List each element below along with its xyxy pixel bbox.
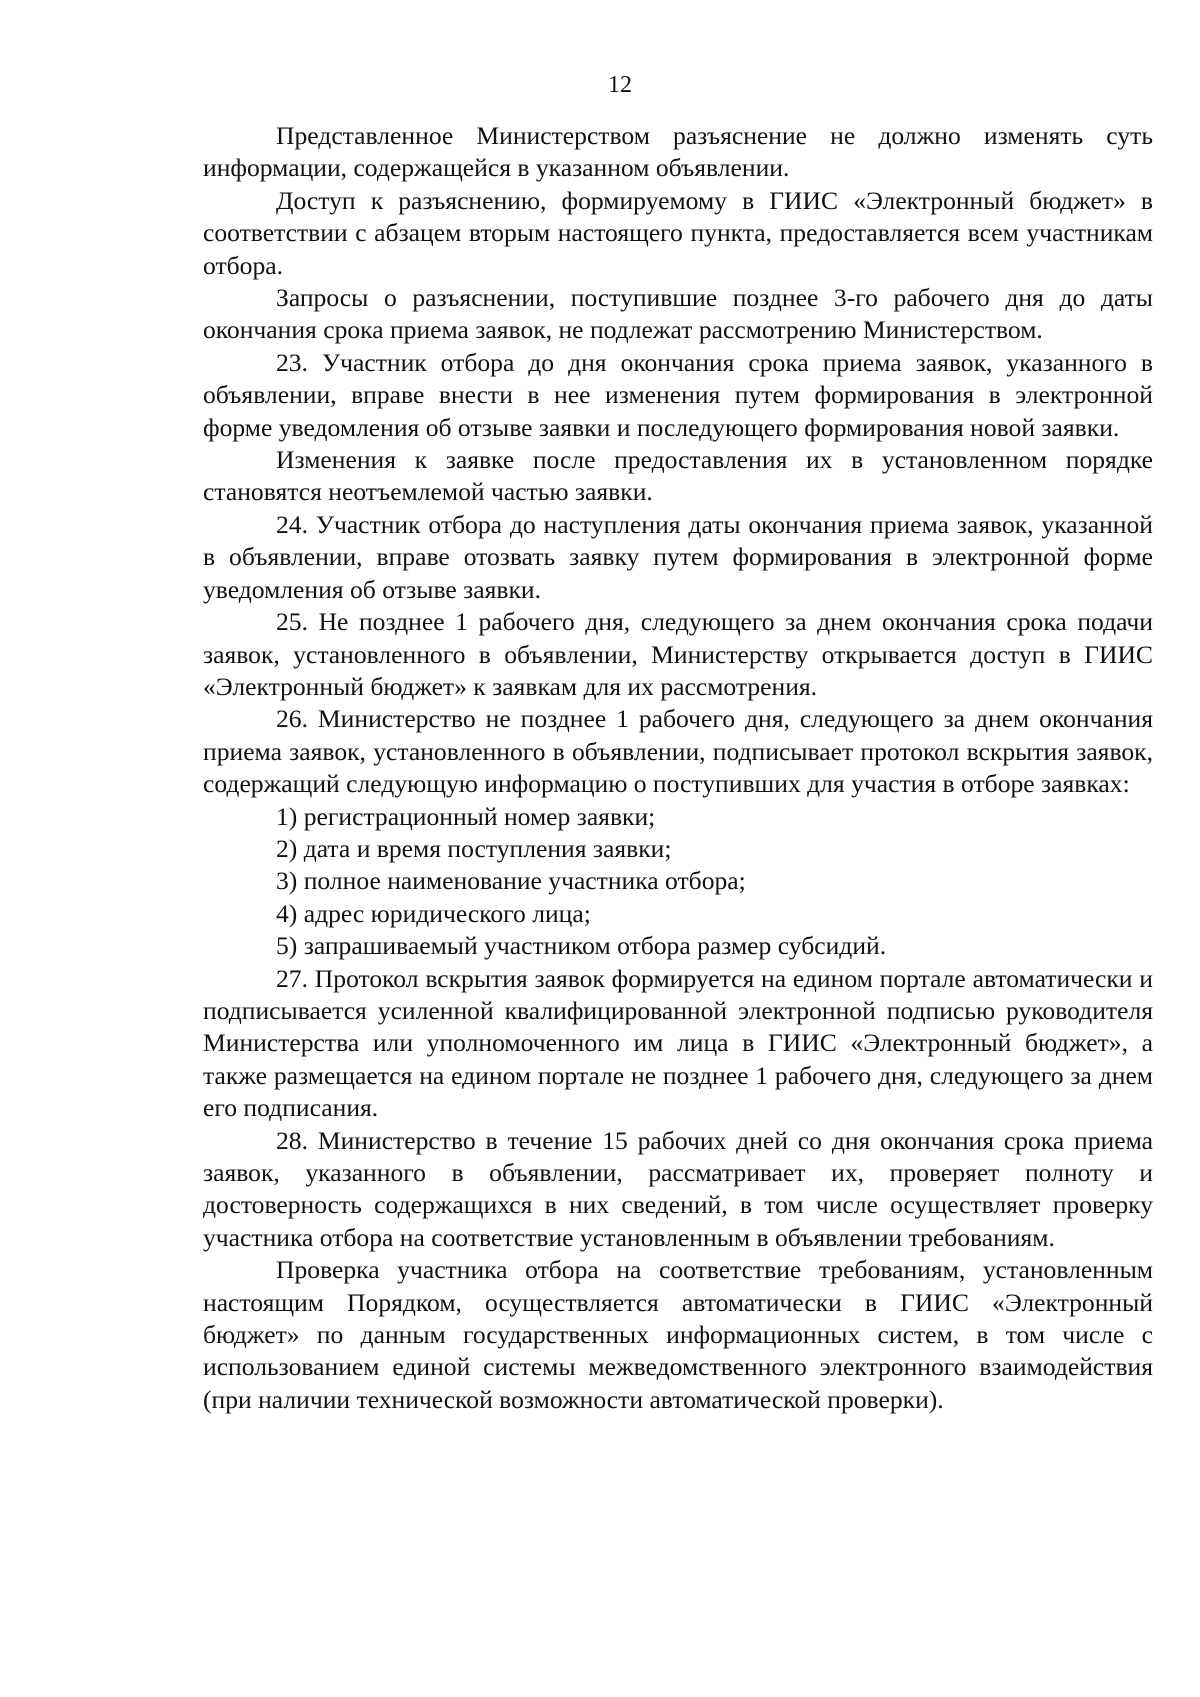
paragraph-item-26: 26. Министерство не позднее 1 рабочего дня, следующего за днем окончания приема заявок, установленного в объявлении, подписывает протокол вскрытия заявок, содержащий следующую информацию о поступивших для участия в отборе заявках: [203,704,1153,799]
paragraph-item-25: 25. Не позднее 1 рабочего дня, следующего за днем окончания срока подачи заявок, установленного в объявлении, Министерству открывается доступ в ГИИС «Электронный бюджет» к заявкам для их рассмотрения. [203,607,1153,701]
page-number: 12 [608,72,632,98]
paragraph-automatic-check: Проверка участника отбора на соответствие требованиям, установленным настоящим Порядком, осуществляется автоматически в ГИИС «Электронный бюджет» по данным государственных информационных систем, в том числе с использованием единой системы межведомственного электронного взаимодействия (при наличии технической возможности автоматической проверки). [203,1255,1153,1414]
paragraph-application-changes: Изменения к заявке после предоставления их в установленном порядке становятся неотъемлемой частью заявки. [203,445,1153,507]
list-item-participant-name: 3) полное наименование участника отбора; [276,866,746,896]
document-body [203,120,1153,1416]
paragraph-clarification-scope: Представленное Министерством разъяснение не должно изменять суть информации, содержащейся в указанном объявлении. [203,121,1153,183]
list-item-requested-subsidy: 5) запрашиваемый участником отбора размер субсидий. [276,931,887,961]
paragraph-clarification-access: Доступ к разъяснению, формируемому в ГИИС «Электронный бюджет» в соответствии с абзацем вторым настоящего пункта, предоставляется всем участникам отбора. [203,185,1153,280]
list-item-date-time: 2) дата и время поступления заявки; [276,833,672,863]
list-item-legal-address: 4) адрес юридического лица; [276,898,591,928]
paragraph-late-requests: Запросы о разъяснении, поступившие позднее 3-го рабочего дня до даты окончания срока приема заявок, не подлежат рассмотрению Министерством. [203,283,1153,345]
paragraph-item-23: 23. Участник отбора до дня окончания срока приема заявок, указанного в объявлении, вправе внести в нее изменения путем формирования в электронной форме уведомления об отзыве заявки и последующего формирования новой заявки. [203,347,1153,442]
paragraph-item-24: 24. Участник отбора до наступления даты окончания приема заявок, указанной в объявлении, вправе отозвать заявку путем формирования в электронной форме уведомления об отзыве заявки. [203,509,1153,604]
list-item-registration-number: 1) регистрационный номер заявки; [276,801,656,831]
paragraph-item-28: 28. Министерство в течение 15 рабочих дней со дня окончания срока приема заявок, указанного в объявлении, рассматривает их, проверяет полноту и достоверность содержащихся в них сведений, в том числе осуществляет проверку участника отбора на соответствие установленным в объявлении требованиям. [203,1125,1153,1252]
paragraph-item-27: 27. Протокол вскрытия заявок формируется на едином портале автоматически и подписывается усиленной квалифицированной электронной подписью руководителя Министерства или уполномоченного им лица в ГИИС «Электронный бюджет», а также размещается на едином портале не позднее 1 рабочего дня, следующего за днем его подписания. [203,963,1153,1123]
